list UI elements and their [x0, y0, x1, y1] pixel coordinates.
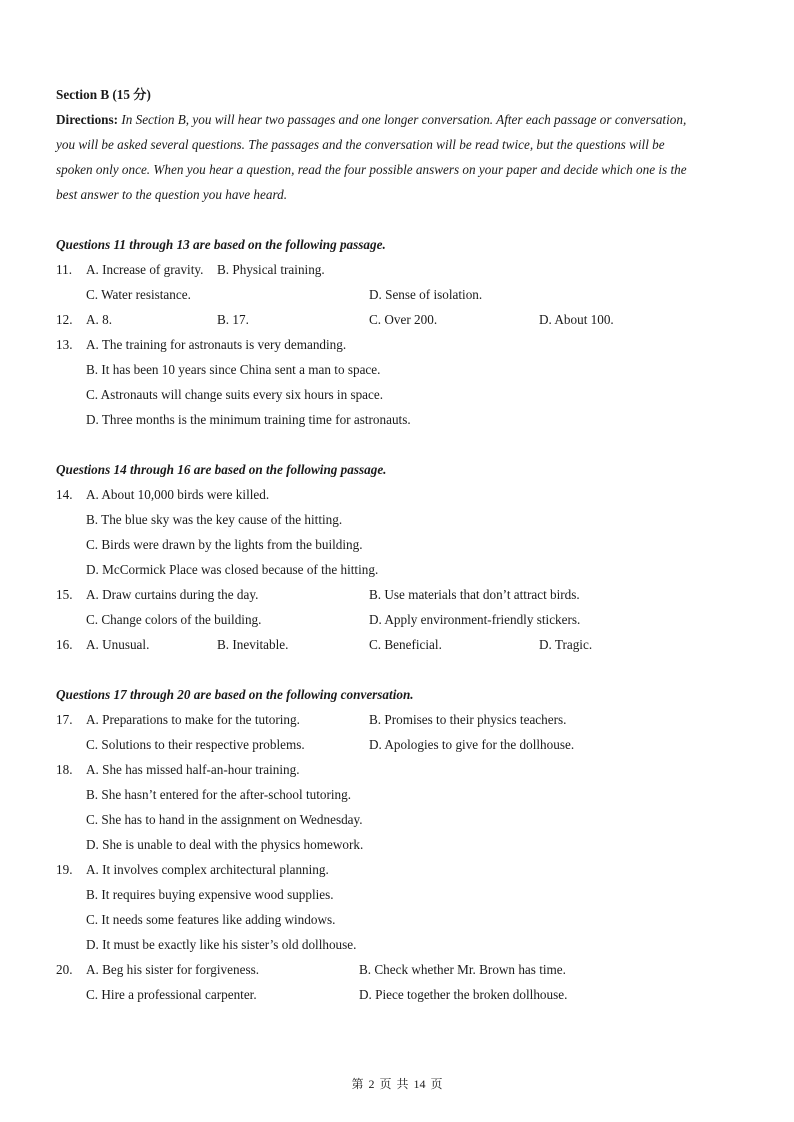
option-c: C. Beneficial. [369, 637, 442, 652]
option-d: D. Three months is the minimum training time for astronauts. [86, 412, 411, 427]
option-c: C. Change colors of the building. [86, 612, 262, 627]
option-b: B. 17. [217, 312, 249, 327]
option-a: A. 8. [86, 312, 113, 327]
option-b: B. Inevitable. [217, 637, 289, 652]
directions-line-3: spoken only once. When you hear a question, read the four possible answers on your paper and decide which one is the [56, 162, 687, 177]
option-c: C. Birds were drawn by the lights from the building. [86, 537, 363, 552]
group-header-17-20: Questions 17 through 20 are based on the following conversation. [56, 687, 414, 702]
option-b: B. She hasn’t entered for the after-school tutoring. [86, 787, 351, 802]
directions-line-4: best answer to the question you have heard. [56, 187, 287, 202]
section-title: Section B (15 分) [56, 87, 151, 102]
option-a: A. Draw curtains during the day. [86, 587, 259, 602]
option-c: C. Over 200. [369, 312, 438, 327]
group-header-14-16: Questions 14 through 16 are based on the following passage. [56, 462, 387, 477]
option-a: A. Beg his sister for forgiveness. [86, 962, 260, 977]
option-b: B. The blue sky was the key cause of the hitting. [86, 512, 343, 527]
option-c: C. Water resistance. [86, 287, 191, 302]
option-a: A. Unusual. [86, 637, 150, 652]
option-b: B. Physical training. [217, 262, 325, 277]
option-a: A. It involves complex architectural planning. [86, 862, 329, 877]
option-d: D. She is unable to deal with the physics homework. [86, 837, 364, 852]
option-a: A. The training for astronauts is very demanding. [86, 337, 347, 352]
question-number: 18. [56, 762, 73, 777]
option-c: C. Solutions to their respective problems. [86, 737, 305, 752]
directions-text-1: In Section B, you will hear two passages and one longer conversation. After each passage or conversation, [121, 112, 687, 127]
question-number: 12. [56, 312, 73, 327]
option-d: D. Apply environment-friendly stickers. [369, 612, 581, 627]
option-d: D. Apologies to give for the dollhouse. [369, 737, 575, 752]
directions-label: Directions: [56, 112, 119, 127]
question-number: 11. [56, 262, 72, 277]
question-number: 13. [56, 337, 73, 352]
directions-line-1 [56, 112, 686, 128]
directions-line-2: you will be asked several questions. The passages and the conversation will be read twice, but the questions will be [56, 137, 665, 152]
option-a: A. Increase of gravity. [86, 262, 204, 277]
question-number: 19. [56, 862, 73, 877]
group-header-11-13: Questions 11 through 13 are based on the following passage. [56, 237, 386, 252]
option-c: C. Hire a professional carpenter. [86, 987, 257, 1002]
option-c: C. She has to hand in the assignment on Wednesday. [86, 812, 363, 827]
question-number: 15. [56, 587, 73, 602]
option-d: D. About 100. [539, 312, 614, 327]
option-c: C. Astronauts will change suits every six hours in space. [86, 387, 384, 402]
option-d: D. Piece together the broken dollhouse. [359, 987, 568, 1002]
option-a: A. She has missed half-an-hour training. [86, 762, 300, 777]
page-footer: 第 2 页 共 14 页 [351, 1077, 443, 1091]
option-b: B. Promises to their physics teachers. [369, 712, 567, 727]
option-d: D. Tragic. [539, 637, 593, 652]
option-d: D. Sense of isolation. [369, 287, 483, 302]
question-number: 14. [56, 487, 73, 502]
option-c: C. It needs some features like adding windows. [86, 912, 336, 927]
question-number: 20. [56, 962, 73, 977]
option-b: B. Check whether Mr. Brown has time. [359, 962, 566, 977]
option-b: B. It requires buying expensive wood supplies. [86, 887, 334, 902]
option-a: A. Preparations to make for the tutoring. [86, 712, 300, 727]
question-number: 17. [56, 712, 73, 727]
option-d: D. It must be exactly like his sister’s old dollhouse. [86, 937, 357, 952]
option-b: B. It has been 10 years since China sent a man to space. [86, 362, 381, 377]
option-b: B. Use materials that don’t attract birds. [369, 587, 580, 602]
option-a: A. About 10,000 birds were killed. [86, 487, 270, 502]
option-d: D. McCormick Place was closed because of the hitting. [86, 562, 379, 577]
question-number: 16. [56, 637, 73, 652]
